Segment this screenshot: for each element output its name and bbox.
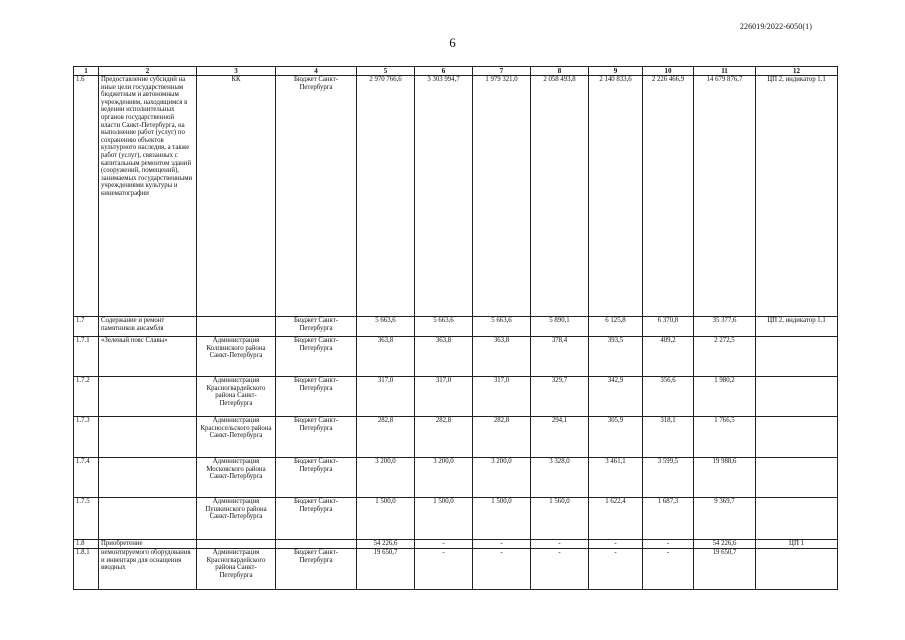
row-value-10: - xyxy=(643,549,694,590)
row-value-6: 317,0 xyxy=(415,377,473,417)
table-row xyxy=(74,76,838,317)
row-value-8: 294,1 xyxy=(531,417,589,458)
table-row xyxy=(74,377,838,417)
row-id: 1.7 xyxy=(74,317,99,337)
row-name xyxy=(99,498,197,540)
row-value-11: 1 766,5 xyxy=(694,417,756,458)
row-value-11: 2 272,5 xyxy=(694,337,756,377)
row-name xyxy=(99,417,197,458)
row-name xyxy=(99,458,197,498)
row-value-11: 14 679 876,7 xyxy=(694,76,756,317)
row-indicator xyxy=(756,377,838,417)
row-value-10: 6 370,8 xyxy=(643,317,694,337)
row-value-7: 1 500,0 xyxy=(473,498,531,540)
row-id: 1.7.4 xyxy=(74,458,99,498)
row-value-7: 317,0 xyxy=(473,377,531,417)
column-header: 1 xyxy=(74,67,99,76)
row-indicator xyxy=(756,337,838,377)
row-indicator xyxy=(756,458,838,498)
row-id: 1.7.3 xyxy=(74,417,99,458)
row-value-6: - xyxy=(415,549,473,590)
table-row xyxy=(74,549,838,590)
row-value-9: 2 140 833,6 xyxy=(589,76,643,317)
row-id: 1.8 xyxy=(74,540,99,549)
row-value-5: 2 970 766,6 xyxy=(357,76,415,317)
table-row xyxy=(74,498,838,540)
column-header: 5 xyxy=(357,67,415,76)
row-value-6: 3 303 994,7 xyxy=(415,76,473,317)
row-executor xyxy=(197,317,276,337)
row-name: Содержание и ремонт памятников ансамбля xyxy=(99,317,197,337)
row-value-9: 305,9 xyxy=(589,417,643,458)
column-header: 11 xyxy=(694,67,756,76)
header-row xyxy=(74,67,838,76)
row-source: Бюджет Санкт-Петербурга xyxy=(276,317,357,337)
row-value-10: 3 599,5 xyxy=(643,458,694,498)
row-source: Бюджет Санкт-Петербурга xyxy=(276,377,357,417)
row-value-7: - xyxy=(473,549,531,590)
row-value-5: 363,8 xyxy=(357,337,415,377)
column-header: 4 xyxy=(276,67,357,76)
row-name: Приобретение xyxy=(99,540,197,549)
row-name: немонтируемого оборудования и инвентаря для оснащения вводных xyxy=(99,549,197,590)
row-value-8: 3 328,0 xyxy=(531,458,589,498)
document-number: 226019/2022-6050(1) xyxy=(739,22,812,31)
row-value-8: 5 890,1 xyxy=(531,317,589,337)
row-executor xyxy=(197,540,276,549)
row-executor: Администрация Пушкинского района Санкт-Петербурга xyxy=(197,498,276,540)
page-number: 6 xyxy=(449,35,456,50)
row-value-7: 1 979 321,0 xyxy=(473,76,531,317)
column-header: 2 xyxy=(99,67,197,76)
column-header: 12 xyxy=(756,67,838,76)
row-source: Бюджет Санкт-Петербурга xyxy=(276,549,357,590)
row-value-10: 1 687,3 xyxy=(643,498,694,540)
column-header: 6 xyxy=(415,67,473,76)
row-source xyxy=(276,540,357,549)
row-value-6: 1 500,0 xyxy=(415,498,473,540)
row-value-5: 317,0 xyxy=(357,377,415,417)
row-value-9: 1 622,4 xyxy=(589,498,643,540)
row-id: 1.7.5 xyxy=(74,498,99,540)
table-row xyxy=(74,540,838,549)
row-executor: Администрация Колпинского района Санкт-Петербурга xyxy=(197,337,276,377)
column-header: 3 xyxy=(197,67,276,76)
column-header: 10 xyxy=(643,67,694,76)
row-name xyxy=(99,377,197,417)
row-value-7: 5 663,6 xyxy=(473,317,531,337)
table-row xyxy=(74,317,838,337)
row-id: 1.6 xyxy=(74,76,99,317)
row-value-5: 5 663,6 xyxy=(357,317,415,337)
row-value-9: - xyxy=(589,549,643,590)
row-source: Бюджет Санкт-Петербурга xyxy=(276,337,357,377)
row-value-10: 409,2 xyxy=(643,337,694,377)
budget-table xyxy=(73,66,838,590)
row-value-8: - xyxy=(531,540,589,549)
row-value-11: 9 369,7 xyxy=(694,498,756,540)
row-source: Бюджет Санкт-Петербурга xyxy=(276,458,357,498)
row-name: Предоставление субсидий на иные цели государственным бюджетным и автономным учреждениям, находящимся в ведении исполнительных органов государственной власти Санкт-Петербурга, на выполнение работ (услуг) по сохранению объектов культурного наследия, а также работ (услуг), связанных с капитальным ремонтом зданий (сооружений, помещений), занимаемых государственными учреждениями культуры и кинематографии xyxy=(99,76,197,317)
row-indicator xyxy=(756,549,838,590)
row-value-9: 393,5 xyxy=(589,337,643,377)
row-value-6: 363,8 xyxy=(415,337,473,377)
row-value-9: 3 461,1 xyxy=(589,458,643,498)
row-value-5: 19 650,7 xyxy=(357,549,415,590)
row-value-7: - xyxy=(473,540,531,549)
row-indicator: ЦП 1 xyxy=(756,540,838,549)
row-value-8: 2 058 493,8 xyxy=(531,76,589,317)
row-value-9: - xyxy=(589,540,643,549)
row-value-7: 3 200,0 xyxy=(473,458,531,498)
row-value-11: 35 377,6 xyxy=(694,317,756,337)
row-value-5: 3 200,0 xyxy=(357,458,415,498)
row-indicator xyxy=(756,417,838,458)
column-header: 8 xyxy=(531,67,589,76)
row-value-6: - xyxy=(415,540,473,549)
table-row xyxy=(74,337,838,377)
row-name: «Зеленый пояс Славы» xyxy=(99,337,197,377)
row-indicator: ЦП 2, индикатор 1.1 xyxy=(756,76,838,317)
row-value-11: 19 988,6 xyxy=(694,458,756,498)
row-value-5: 54 226,6 xyxy=(357,540,415,549)
row-value-8: 378,4 xyxy=(531,337,589,377)
row-value-5: 1 500,0 xyxy=(357,498,415,540)
row-value-5: 282,8 xyxy=(357,417,415,458)
row-value-7: 363,8 xyxy=(473,337,531,377)
row-value-9: 342,9 xyxy=(589,377,643,417)
row-source: Бюджет Санкт-Петербурга xyxy=(276,76,357,317)
row-indicator: ЦП 2, индикатор 1.1 xyxy=(756,317,838,337)
row-executor: Администрация Московского района Санкт-Петербурга xyxy=(197,458,276,498)
row-source: Бюджет Санкт-Петербурга xyxy=(276,498,357,540)
row-id: 1.7.2 xyxy=(74,377,99,417)
row-value-10: 2 226 466,9 xyxy=(643,76,694,317)
table-row xyxy=(74,417,838,458)
row-indicator xyxy=(756,498,838,540)
row-value-6: 282,8 xyxy=(415,417,473,458)
table-row xyxy=(74,458,838,498)
row-value-8: 1 560,0 xyxy=(531,498,589,540)
row-id: 1.8.1 xyxy=(74,549,99,590)
row-id: 1.7.1 xyxy=(74,337,99,377)
row-executor: КК xyxy=(197,76,276,317)
row-value-8: 329,7 xyxy=(531,377,589,417)
row-value-6: 3 200,0 xyxy=(415,458,473,498)
row-value-6: 5 663,6 xyxy=(415,317,473,337)
row-value-9: 6 125,8 xyxy=(589,317,643,337)
row-value-8: - xyxy=(531,549,589,590)
row-executor: Администрация Красногвардейского района Санкт-Петербурга xyxy=(197,549,276,590)
row-value-11: 54 226,6 xyxy=(694,540,756,549)
column-header: 9 xyxy=(589,67,643,76)
row-value-10: 356,6 xyxy=(643,377,694,417)
row-value-7: 282,8 xyxy=(473,417,531,458)
column-header: 7 xyxy=(473,67,531,76)
row-value-10: - xyxy=(643,540,694,549)
row-executor: Администрация Красносельского района Санкт-Петербурга xyxy=(197,417,276,458)
row-value-11: 19 650,7 xyxy=(694,549,756,590)
row-value-10: 318,1 xyxy=(643,417,694,458)
row-source: Бюджет Санкт-Петербурга xyxy=(276,417,357,458)
row-value-11: 1 980,2 xyxy=(694,377,756,417)
row-executor: Администрация Красногвардейского района Санкт-Петербурга xyxy=(197,377,276,417)
